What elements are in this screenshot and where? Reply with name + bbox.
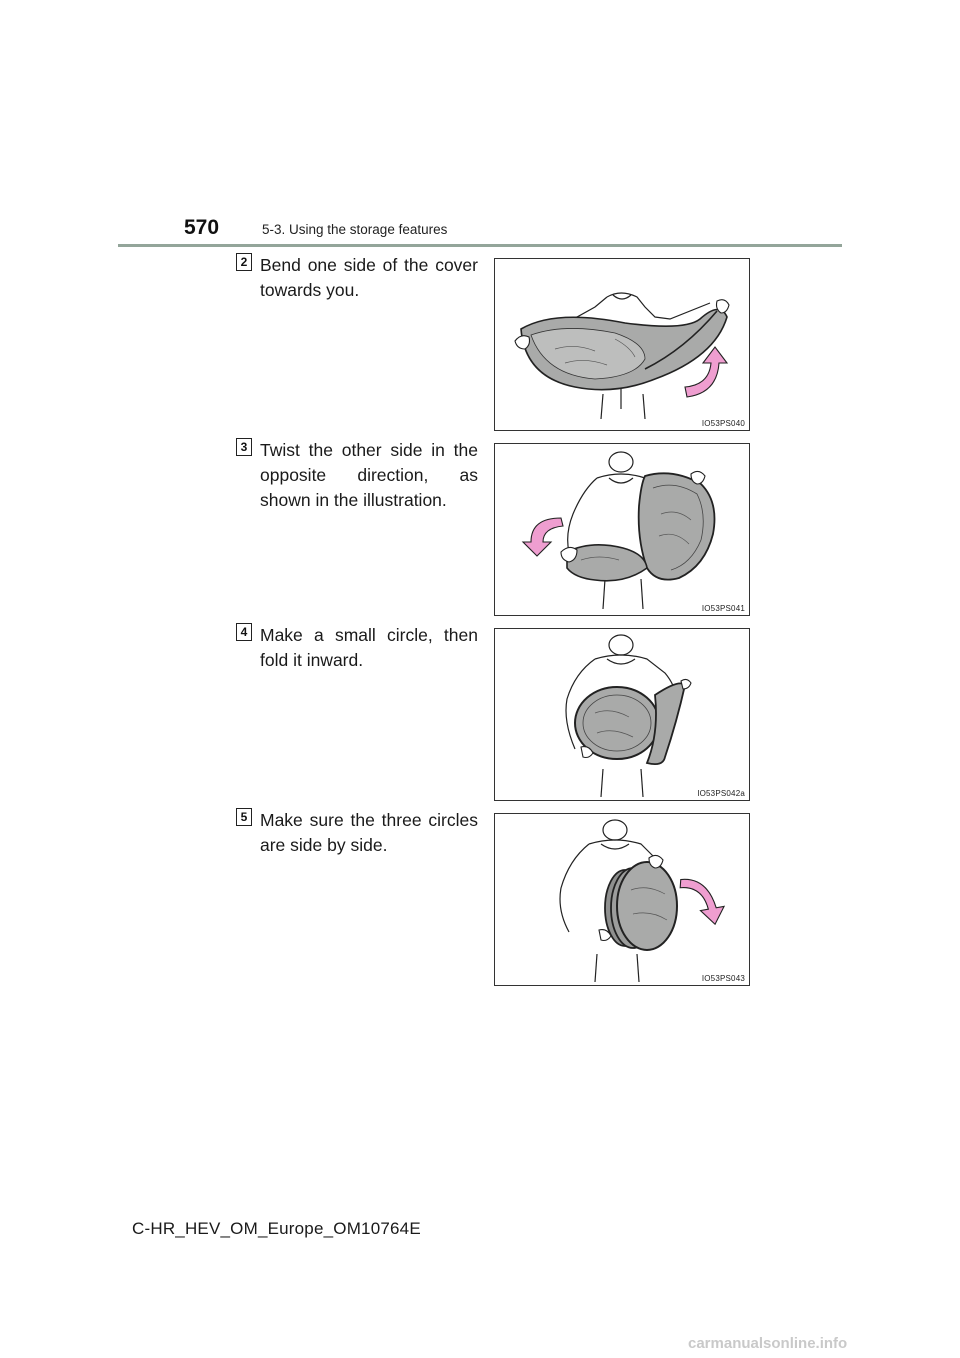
watermark: carmanualsonline.info bbox=[688, 1335, 848, 1352]
illustration-three-circles bbox=[495, 814, 749, 985]
step-illustration bbox=[494, 813, 750, 986]
figure-code: IO53PS042a bbox=[697, 789, 745, 798]
figure-code: IO53PS041 bbox=[701, 604, 745, 613]
illustration-twist-cover bbox=[495, 444, 749, 615]
step-illustration bbox=[494, 628, 750, 801]
step-instruction: Make sure the three circles are side by side. bbox=[260, 810, 478, 855]
step-number-badge: 3 bbox=[236, 438, 252, 456]
step-instruction: Bend one side of the cover towards you. bbox=[260, 255, 478, 300]
figure-code: IO53PS043 bbox=[701, 974, 745, 983]
curved-arrow-up-icon bbox=[679, 873, 727, 929]
illustration-fold-circle bbox=[495, 629, 749, 800]
curved-arrow-down-icon bbox=[523, 518, 563, 556]
document-id: C-HR_HEV_OM_Europe_OM10764E bbox=[132, 1219, 421, 1238]
header-divider bbox=[118, 244, 842, 247]
step-illustration bbox=[494, 258, 750, 431]
step-number-badge: 5 bbox=[236, 808, 252, 826]
step-illustration bbox=[494, 443, 750, 616]
step-number-badge: 4 bbox=[236, 623, 252, 641]
page-number: 570 bbox=[184, 216, 220, 239]
step-number-badge: 2 bbox=[236, 253, 252, 271]
illustration-bend-cover bbox=[495, 259, 749, 430]
step-instruction: Twist the other side in the opposite direction, as shown in the illustration. bbox=[260, 440, 478, 510]
step-instruction: Make a small circle, then fold it inward. bbox=[260, 625, 478, 670]
section-title: 5-3. Using the storage features bbox=[262, 222, 448, 237]
figure-code: IO53PS040 bbox=[701, 419, 745, 428]
